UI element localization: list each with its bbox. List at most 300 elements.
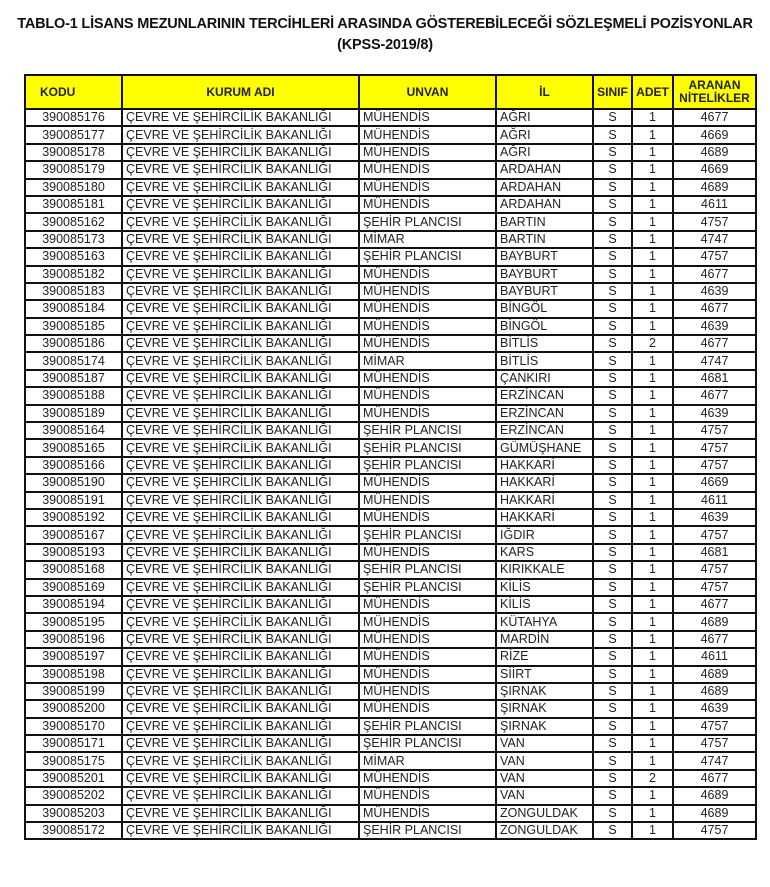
positions-table (24, 74, 757, 840)
cell-il: BARTIN (496, 213, 593, 230)
cell-il: ERZİNCAN (496, 422, 593, 439)
cell-sinif: S (593, 126, 632, 143)
cell-aranan-nitelikler: 4639 (673, 700, 756, 717)
cell-adet: 1 (632, 544, 673, 561)
cell-adet: 1 (632, 387, 673, 404)
cell-sinif: S (593, 631, 632, 648)
cell-adet: 1 (632, 196, 673, 213)
cell-kurum-adi: ÇEVRE VE ŞEHİRCİLİK BAKANLIĞI (122, 579, 359, 596)
cell-unvan: ŞEHİR PLANCISI (359, 248, 496, 265)
cell-kurum-adi: ÇEVRE VE ŞEHİRCİLİK BAKANLIĞI (122, 509, 359, 526)
table-header-row (25, 75, 756, 109)
cell-kurum-adi: ÇEVRE VE ŞEHİRCİLİK BAKANLIĞI (122, 126, 359, 143)
cell-kurum-adi: ÇEVRE VE ŞEHİRCİLİK BAKANLIĞI (122, 700, 359, 717)
cell-il: BİTLİS (496, 352, 593, 369)
cell-aranan-nitelikler: 4757 (673, 735, 756, 752)
cell-aranan-nitelikler: 4757 (673, 248, 756, 265)
cell-sinif: S (593, 648, 632, 665)
cell-kurum-adi: ÇEVRE VE ŞEHİRCİLİK BAKANLIĞI (122, 161, 359, 178)
cell-il: BAYBURT (496, 248, 593, 265)
cell-kurum-adi: ÇEVRE VE ŞEHİRCİLİK BAKANLIĞI (122, 318, 359, 335)
cell-unvan: ŞEHİR PLANCISI (359, 439, 496, 456)
cell-adet: 1 (632, 266, 673, 283)
cell-kurum-adi: ÇEVRE VE ŞEHİRCİLİK BAKANLIĞI (122, 179, 359, 196)
cell-sinif: S (593, 318, 632, 335)
cell-sinif: S (593, 109, 632, 126)
cell-kurum-adi: ÇEVRE VE ŞEHİRCİLİK BAKANLIĞI (122, 213, 359, 230)
table-body (25, 109, 756, 839)
cell-unvan: ŞEHİR PLANCISI (359, 457, 496, 474)
cell-adet: 1 (632, 352, 673, 369)
table-row (25, 161, 756, 178)
cell-unvan: MİMAR (359, 352, 496, 369)
cell-adet: 1 (632, 561, 673, 578)
cell-kurum-adi: ÇEVRE VE ŞEHİRCİLİK BAKANLIĞI (122, 283, 359, 300)
cell-aranan-nitelikler: 4757 (673, 561, 756, 578)
cell-kurum-adi: ÇEVRE VE ŞEHİRCİLİK BAKANLIĞI (122, 457, 359, 474)
cell-il: BİTLİS (496, 335, 593, 352)
cell-aranan-nitelikler: 4639 (673, 405, 756, 422)
table-row (25, 561, 756, 578)
cell-kodu: 390085186 (25, 335, 122, 352)
table-row (25, 666, 756, 683)
table-row (25, 579, 756, 596)
cell-il: HAKKARİ (496, 474, 593, 491)
cell-aranan-nitelikler: 4677 (673, 631, 756, 648)
table-row (25, 526, 756, 543)
cell-kodu: 390085168 (25, 561, 122, 578)
cell-kurum-adi: ÇEVRE VE ŞEHİRCİLİK BAKANLIĞI (122, 752, 359, 769)
table-row (25, 266, 756, 283)
cell-sinif: S (593, 544, 632, 561)
cell-kurum-adi: ÇEVRE VE ŞEHİRCİLİK BAKANLIĞI (122, 439, 359, 456)
cell-kurum-adi: ÇEVRE VE ŞEHİRCİLİK BAKANLIĞI (122, 770, 359, 787)
cell-kodu: 390085173 (25, 231, 122, 248)
cell-kurum-adi: ÇEVRE VE ŞEHİRCİLİK BAKANLIĞI (122, 648, 359, 665)
cell-unvan: MÜHENDİS (359, 700, 496, 717)
cell-kodu: 390085181 (25, 196, 122, 213)
cell-il: ERZİNCAN (496, 405, 593, 422)
cell-il: KIRIKKALE (496, 561, 593, 578)
document-title: TABLO-1 LİSANS MEZUNLARININ TERCİHLERİ ARASINDA GÖSTEREBİLECEĞİ SÖZLEŞMELİ POZİSYONLAR (17, 16, 753, 32)
cell-unvan: MÜHENDİS (359, 770, 496, 787)
table-row (25, 318, 756, 335)
cell-il: RİZE (496, 648, 593, 665)
cell-kodu: 390085188 (25, 387, 122, 404)
cell-sinif: S (593, 526, 632, 543)
cell-unvan: MÜHENDİS (359, 179, 496, 196)
cell-sinif: S (593, 213, 632, 230)
cell-kurum-adi: ÇEVRE VE ŞEHİRCİLİK BAKANLIĞI (122, 492, 359, 509)
cell-kodu: 390085183 (25, 283, 122, 300)
cell-adet: 1 (632, 318, 673, 335)
cell-aranan-nitelikler: 4757 (673, 439, 756, 456)
cell-aranan-nitelikler: 4757 (673, 718, 756, 735)
cell-aranan-nitelikler: 4757 (673, 579, 756, 596)
cell-sinif: S (593, 666, 632, 683)
table-row (25, 492, 756, 509)
cell-il: ZONGULDAK (496, 805, 593, 822)
cell-kodu: 390085193 (25, 544, 122, 561)
cell-aranan-nitelikler: 4689 (673, 683, 756, 700)
cell-kurum-adi: ÇEVRE VE ŞEHİRCİLİK BAKANLIĞI (122, 718, 359, 735)
cell-sinif: S (593, 822, 632, 839)
table-row (25, 213, 756, 230)
cell-kodu: 390085169 (25, 579, 122, 596)
cell-unvan: ŞEHİR PLANCISI (359, 579, 496, 596)
cell-kurum-adi: ÇEVRE VE ŞEHİRCİLİK BAKANLIĞI (122, 683, 359, 700)
cell-unvan: MÜHENDİS (359, 109, 496, 126)
table-row (25, 770, 756, 787)
cell-il: ŞIRNAK (496, 683, 593, 700)
cell-adet: 1 (632, 179, 673, 196)
table-row (25, 352, 756, 369)
table-row (25, 370, 756, 387)
cell-kodu: 390085191 (25, 492, 122, 509)
table-row (25, 422, 756, 439)
cell-unvan: MÜHENDİS (359, 335, 496, 352)
cell-il: HAKKARİ (496, 457, 593, 474)
cell-il: AĞRI (496, 126, 593, 143)
cell-il: AĞRI (496, 109, 593, 126)
cell-unvan: MÜHENDİS (359, 318, 496, 335)
cell-il: VAN (496, 735, 593, 752)
cell-sinif: S (593, 735, 632, 752)
table-row (25, 631, 756, 648)
cell-kurum-adi: ÇEVRE VE ŞEHİRCİLİK BAKANLIĞI (122, 613, 359, 630)
cell-sinif: S (593, 474, 632, 491)
cell-kodu: 390085175 (25, 752, 122, 769)
cell-unvan: MÜHENDİS (359, 805, 496, 822)
cell-adet: 2 (632, 335, 673, 352)
cell-sinif: S (593, 144, 632, 161)
cell-kurum-adi: ÇEVRE VE ŞEHİRCİLİK BAKANLIĞI (122, 405, 359, 422)
table-row (25, 387, 756, 404)
cell-il: ZONGULDAK (496, 822, 593, 839)
cell-kurum-adi: ÇEVRE VE ŞEHİRCİLİK BAKANLIĞI (122, 387, 359, 404)
cell-aranan-nitelikler: 4677 (673, 300, 756, 317)
header-aranan-line2: NİTELİKLER (679, 91, 750, 105)
cell-kodu: 390085187 (25, 370, 122, 387)
table-row (25, 805, 756, 822)
cell-aranan-nitelikler: 4669 (673, 126, 756, 143)
cell-il: VAN (496, 752, 593, 769)
cell-sinif: S (593, 405, 632, 422)
cell-kodu: 390085185 (25, 318, 122, 335)
cell-aranan-nitelikler: 4757 (673, 422, 756, 439)
cell-aranan-nitelikler: 4689 (673, 666, 756, 683)
cell-aranan-nitelikler: 4681 (673, 544, 756, 561)
cell-sinif: S (593, 561, 632, 578)
cell-kodu: 390085167 (25, 526, 122, 543)
cell-sinif: S (593, 352, 632, 369)
cell-adet: 1 (632, 613, 673, 630)
cell-unvan: MÜHENDİS (359, 283, 496, 300)
cell-kodu: 390085202 (25, 787, 122, 804)
cell-il: KÜTAHYA (496, 613, 593, 630)
cell-adet: 1 (632, 526, 673, 543)
cell-adet: 1 (632, 631, 673, 648)
cell-kurum-adi: ÇEVRE VE ŞEHİRCİLİK BAKANLIĞI (122, 422, 359, 439)
cell-il: ARDAHAN (496, 179, 593, 196)
header-unvan: UNVAN (359, 75, 496, 109)
cell-kodu: 390085195 (25, 613, 122, 630)
cell-sinif: S (593, 683, 632, 700)
cell-unvan: MÜHENDİS (359, 387, 496, 404)
cell-sinif: S (593, 283, 632, 300)
cell-aranan-nitelikler: 4689 (673, 787, 756, 804)
cell-adet: 1 (632, 752, 673, 769)
cell-aranan-nitelikler: 4677 (673, 266, 756, 283)
cell-adet: 1 (632, 439, 673, 456)
cell-kurum-adi: ÇEVRE VE ŞEHİRCİLİK BAKANLIĞI (122, 596, 359, 613)
cell-il: ŞIRNAK (496, 700, 593, 717)
cell-kurum-adi: ÇEVRE VE ŞEHİRCİLİK BAKANLIĞI (122, 787, 359, 804)
cell-sinif: S (593, 161, 632, 178)
table-row (25, 648, 756, 665)
cell-il: SİİRT (496, 666, 593, 683)
cell-il: ARDAHAN (496, 196, 593, 213)
table-row (25, 787, 756, 804)
cell-sinif: S (593, 752, 632, 769)
cell-aranan-nitelikler: 4747 (673, 352, 756, 369)
cell-il: KİLİS (496, 596, 593, 613)
cell-adet: 1 (632, 405, 673, 422)
table-row (25, 718, 756, 735)
table-row (25, 474, 756, 491)
table-row (25, 248, 756, 265)
header-sinif: SINIF (593, 75, 632, 109)
header-aranan-nitelikler (673, 75, 756, 109)
cell-aranan-nitelikler: 4757 (673, 213, 756, 230)
cell-unvan: ŞEHİR PLANCISI (359, 526, 496, 543)
cell-kodu: 390085199 (25, 683, 122, 700)
cell-kodu: 390085203 (25, 805, 122, 822)
cell-sinif: S (593, 579, 632, 596)
cell-kodu: 390085194 (25, 596, 122, 613)
table-row (25, 439, 756, 456)
header-il: İL (496, 75, 593, 109)
cell-unvan: MİMAR (359, 752, 496, 769)
cell-sinif: S (593, 457, 632, 474)
cell-kurum-adi: ÇEVRE VE ŞEHİRCİLİK BAKANLIĞI (122, 526, 359, 543)
cell-aranan-nitelikler: 4669 (673, 161, 756, 178)
cell-unvan: ŞEHİR PLANCISI (359, 213, 496, 230)
cell-aranan-nitelikler: 4747 (673, 231, 756, 248)
cell-kodu: 390085200 (25, 700, 122, 717)
table-row (25, 283, 756, 300)
cell-aranan-nitelikler: 4757 (673, 457, 756, 474)
cell-kurum-adi: ÇEVRE VE ŞEHİRCİLİK BAKANLIĞI (122, 370, 359, 387)
cell-unvan: MÜHENDİS (359, 405, 496, 422)
cell-il: ARDAHAN (496, 161, 593, 178)
cell-unvan: MÜHENDİS (359, 613, 496, 630)
cell-kodu: 390085196 (25, 631, 122, 648)
table-row (25, 179, 756, 196)
cell-aranan-nitelikler: 4639 (673, 318, 756, 335)
cell-il: MARDİN (496, 631, 593, 648)
cell-kurum-adi: ÇEVRE VE ŞEHİRCİLİK BAKANLIĞI (122, 300, 359, 317)
cell-unvan: MÜHENDİS (359, 648, 496, 665)
cell-unvan: ŞEHİR PLANCISI (359, 735, 496, 752)
table-row (25, 509, 756, 526)
cell-kodu: 390085192 (25, 509, 122, 526)
table-row (25, 457, 756, 474)
cell-unvan: MÜHENDİS (359, 474, 496, 491)
cell-unvan: ŞEHİR PLANCISI (359, 822, 496, 839)
cell-sinif: S (593, 266, 632, 283)
cell-sinif: S (593, 718, 632, 735)
cell-kurum-adi: ÇEVRE VE ŞEHİRCİLİK BAKANLIĞI (122, 352, 359, 369)
table-row (25, 613, 756, 630)
cell-kurum-adi: ÇEVRE VE ŞEHİRCİLİK BAKANLIĞI (122, 266, 359, 283)
cell-kodu: 390085164 (25, 422, 122, 439)
table-row (25, 596, 756, 613)
cell-sinif: S (593, 439, 632, 456)
cell-adet: 1 (632, 109, 673, 126)
cell-aranan-nitelikler: 4689 (673, 144, 756, 161)
cell-il: ERZİNCAN (496, 387, 593, 404)
cell-kurum-adi: ÇEVRE VE ŞEHİRCİLİK BAKANLIĞI (122, 248, 359, 265)
cell-kurum-adi: ÇEVRE VE ŞEHİRCİLİK BAKANLIĞI (122, 144, 359, 161)
cell-kodu: 390085177 (25, 126, 122, 143)
cell-kodu: 390085165 (25, 439, 122, 456)
cell-kodu: 390085197 (25, 648, 122, 665)
cell-adet: 1 (632, 509, 673, 526)
cell-aranan-nitelikler: 4689 (673, 613, 756, 630)
cell-kodu: 390085184 (25, 300, 122, 317)
cell-il: BİNGÖL (496, 300, 593, 317)
cell-aranan-nitelikler: 4677 (673, 335, 756, 352)
cell-il: ŞIRNAK (496, 718, 593, 735)
cell-sinif: S (593, 370, 632, 387)
cell-aranan-nitelikler: 4677 (673, 596, 756, 613)
cell-kodu: 390085163 (25, 248, 122, 265)
table-row (25, 700, 756, 717)
cell-kodu: 390085190 (25, 474, 122, 491)
cell-aranan-nitelikler: 4757 (673, 822, 756, 839)
cell-il: VAN (496, 787, 593, 804)
cell-aranan-nitelikler: 4747 (673, 752, 756, 769)
cell-kurum-adi: ÇEVRE VE ŞEHİRCİLİK BAKANLIĞI (122, 544, 359, 561)
cell-kodu: 390085170 (25, 718, 122, 735)
cell-sinif: S (593, 770, 632, 787)
cell-il: ÇANKIRI (496, 370, 593, 387)
cell-kurum-adi: ÇEVRE VE ŞEHİRCİLİK BAKANLIĞI (122, 666, 359, 683)
cell-aranan-nitelikler: 4611 (673, 196, 756, 213)
cell-unvan: MÜHENDİS (359, 161, 496, 178)
cell-adet: 1 (632, 735, 673, 752)
cell-adet: 1 (632, 300, 673, 317)
cell-unvan: MÜHENDİS (359, 544, 496, 561)
cell-il: BAYBURT (496, 266, 593, 283)
cell-unvan: ŞEHİR PLANCISI (359, 718, 496, 735)
cell-il: IĞDIR (496, 526, 593, 543)
cell-sinif: S (593, 335, 632, 352)
header-kodu: KODU (25, 75, 122, 109)
cell-unvan: MÜHENDİS (359, 509, 496, 526)
cell-adet: 1 (632, 700, 673, 717)
cell-adet: 1 (632, 213, 673, 230)
table-row (25, 735, 756, 752)
cell-adet: 1 (632, 666, 673, 683)
cell-kurum-adi: ÇEVRE VE ŞEHİRCİLİK BAKANLIĞI (122, 196, 359, 213)
cell-unvan: ŞEHİR PLANCISI (359, 561, 496, 578)
cell-kodu: 390085182 (25, 266, 122, 283)
cell-il: BAYBURT (496, 283, 593, 300)
cell-adet: 1 (632, 231, 673, 248)
cell-aranan-nitelikler: 4639 (673, 509, 756, 526)
cell-sinif: S (593, 700, 632, 717)
cell-aranan-nitelikler: 4689 (673, 805, 756, 822)
cell-kodu: 390085172 (25, 822, 122, 839)
header-aranan-line1: ARANAN (688, 78, 741, 92)
cell-il: HAKKARİ (496, 492, 593, 509)
cell-adet: 2 (632, 770, 673, 787)
table-row (25, 231, 756, 248)
cell-unvan: MÜHENDİS (359, 596, 496, 613)
table-row (25, 109, 756, 126)
cell-sinif: S (593, 805, 632, 822)
cell-adet: 1 (632, 283, 673, 300)
cell-unvan: MÜHENDİS (359, 144, 496, 161)
table-row (25, 335, 756, 352)
table-row (25, 405, 756, 422)
cell-sinif: S (593, 387, 632, 404)
table-row (25, 822, 756, 839)
cell-aranan-nitelikler: 4669 (673, 474, 756, 491)
cell-aranan-nitelikler: 4677 (673, 387, 756, 404)
cell-unvan: MÜHENDİS (359, 666, 496, 683)
cell-kodu: 390085180 (25, 179, 122, 196)
cell-kodu: 390085189 (25, 405, 122, 422)
cell-il: VAN (496, 770, 593, 787)
table-row (25, 196, 756, 213)
cell-kodu: 390085166 (25, 457, 122, 474)
cell-unvan: MÜHENDİS (359, 631, 496, 648)
cell-sinif: S (593, 179, 632, 196)
cell-kodu: 390085176 (25, 109, 122, 126)
cell-aranan-nitelikler: 4677 (673, 109, 756, 126)
cell-sinif: S (593, 422, 632, 439)
cell-il: AĞRI (496, 144, 593, 161)
cell-adet: 1 (632, 822, 673, 839)
cell-kodu: 390085174 (25, 352, 122, 369)
table-row (25, 752, 756, 769)
cell-il: KARS (496, 544, 593, 561)
cell-adet: 1 (632, 370, 673, 387)
cell-aranan-nitelikler: 4677 (673, 770, 756, 787)
document-subtitle: (KPSS-2019/8) (337, 37, 433, 53)
cell-adet: 1 (632, 648, 673, 665)
cell-unvan: MÜHENDİS (359, 196, 496, 213)
cell-adet: 1 (632, 718, 673, 735)
table-row (25, 544, 756, 561)
cell-adet: 1 (632, 787, 673, 804)
cell-aranan-nitelikler: 4611 (673, 492, 756, 509)
cell-kodu: 390085179 (25, 161, 122, 178)
cell-kurum-adi: ÇEVRE VE ŞEHİRCİLİK BAKANLIĞI (122, 805, 359, 822)
cell-kurum-adi: ÇEVRE VE ŞEHİRCİLİK BAKANLIĞI (122, 231, 359, 248)
cell-adet: 1 (632, 474, 673, 491)
cell-sinif: S (593, 596, 632, 613)
table-row (25, 300, 756, 317)
cell-unvan: MÜHENDİS (359, 683, 496, 700)
header-adet: ADET (632, 75, 673, 109)
cell-sinif: S (593, 231, 632, 248)
header-kurum-adi: KURUM ADI (122, 75, 359, 109)
cell-adet: 1 (632, 457, 673, 474)
